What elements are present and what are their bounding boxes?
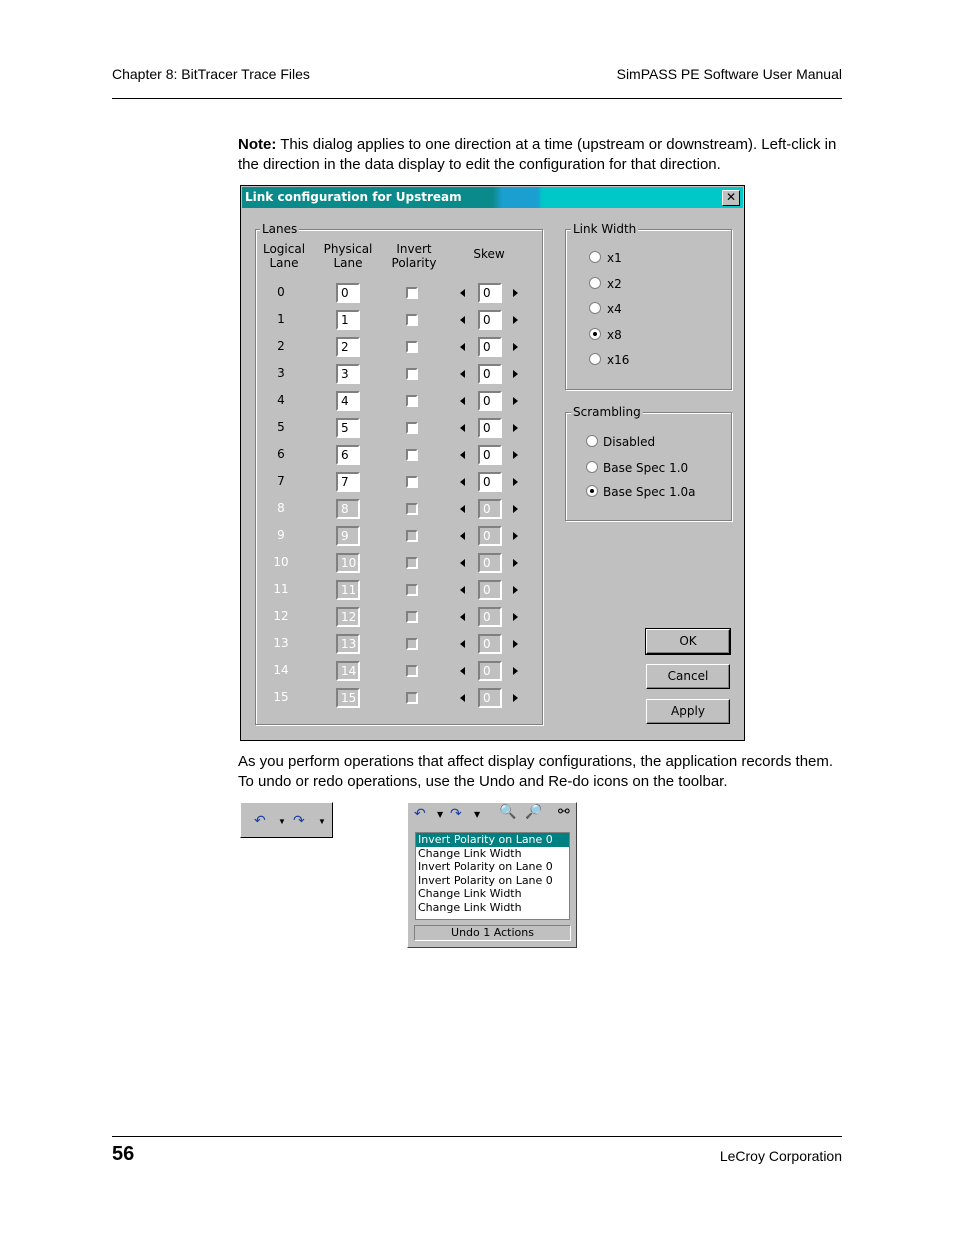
invert-polarity-checkbox[interactable] (406, 476, 418, 488)
undo-dropdown-icon[interactable]: ▼ (278, 817, 286, 826)
physical-lane-input[interactable]: 4 (336, 391, 360, 411)
col-physical-lane (320, 242, 376, 270)
scrambling-label: Disabled (603, 435, 656, 449)
note-paragraph (238, 135, 848, 174)
logical-lane-number: 7 (277, 474, 285, 488)
undo-icon[interactable]: ↶ (254, 812, 266, 828)
undo-paragraph: As you perform operations that affect display configurations, the application records them. To undo or redo operations, use the Undo and Re-do icons on the toolbar. (238, 753, 834, 790)
skew-increase-icon[interactable] (513, 478, 518, 486)
skew-increase-icon[interactable] (513, 289, 518, 297)
physical-lane-input[interactable]: 6 (336, 445, 360, 465)
skew-input[interactable]: 0 (478, 445, 502, 465)
invert-polarity-checkbox[interactable] (406, 638, 418, 650)
logical-lane-number: 2 (277, 339, 285, 353)
invert-polarity-checkbox[interactable] (406, 665, 418, 677)
page-number: 56 (112, 1143, 135, 1165)
skew-decrease-icon[interactable] (460, 370, 465, 378)
apply-button[interactable]: Apply (646, 699, 730, 724)
undo-list[interactable] (415, 832, 570, 920)
skew-decrease-icon[interactable] (460, 451, 465, 459)
col-invert-polarity (386, 242, 442, 270)
footer-rule (112, 1136, 842, 1137)
link-width-label: x16 (607, 353, 630, 367)
link-width-label: x2 (607, 276, 622, 291)
physical-lane-input[interactable]: 7 (336, 472, 360, 492)
invert-polarity-checkbox[interactable] (406, 530, 418, 542)
redo-icon[interactable]: ↷ (293, 812, 305, 828)
logical-lane-number: 13 (273, 636, 289, 650)
note-text: This dialog applies to one direction at a time (upstream or downstream). Left-click in the direction in the data display to edit the configuration for that direction. (238, 136, 837, 173)
close-button[interactable]: ✕ (722, 190, 740, 206)
skew-increase-icon[interactable] (513, 532, 518, 540)
skew-decrease-icon[interactable] (460, 316, 465, 324)
undo-dropdown-panel (407, 802, 577, 948)
skew-increase-icon[interactable] (513, 397, 518, 405)
link-width-radio-x1[interactable] (589, 251, 601, 263)
link-width-radio-x2[interactable] (589, 277, 601, 289)
skew-input[interactable]: 0 (478, 310, 502, 330)
physical-lane-input[interactable]: 1 (336, 310, 360, 330)
logical-lane-number: 10 (273, 555, 289, 569)
invert-polarity-checkbox[interactable] (406, 422, 418, 434)
redo-icon[interactable]: ↷ (450, 806, 462, 822)
col-logical-lane (258, 242, 310, 270)
skew-increase-icon[interactable] (513, 640, 518, 648)
chapter-header: Chapter 8: BitTracer Trace Files (112, 66, 310, 82)
link-config-dialog (240, 185, 745, 741)
dialog-titlebar[interactable] (242, 187, 743, 208)
footer-company: LeCroy Corporation (719, 1148, 842, 1164)
skew-increase-icon[interactable] (513, 505, 518, 513)
skew-input[interactable]: 0 (478, 364, 502, 384)
note-label: Note: (238, 136, 277, 153)
physical-lane-input[interactable]: 9 (336, 526, 360, 546)
dialog-title: Link configuration for Upstream (245, 190, 462, 204)
physical-lane-input[interactable]: 13 (336, 634, 360, 654)
col-physical-line1: Physical (323, 242, 373, 256)
invert-polarity-checkbox[interactable] (406, 449, 418, 461)
skew-input[interactable]: 0 (478, 283, 502, 303)
skew-decrease-icon[interactable] (460, 586, 465, 594)
cancel-button[interactable]: Cancel (646, 664, 730, 689)
link-width-radio-x4[interactable] (589, 302, 601, 314)
skew-decrease-icon[interactable] (460, 505, 465, 513)
skew-input[interactable]: 0 (478, 472, 502, 492)
zoom-in-icon[interactable]: 🔍 (499, 804, 517, 820)
skew-decrease-icon[interactable] (460, 289, 465, 297)
skew-increase-icon[interactable] (513, 451, 518, 459)
physical-lane-input[interactable]: 10 (336, 553, 360, 573)
col-invert-line2: Polarity (391, 256, 437, 270)
physical-lane-input[interactable]: 3 (336, 364, 360, 384)
logical-lane-number: 15 (273, 690, 289, 704)
physical-lane-input[interactable]: 2 (336, 337, 360, 357)
skew-decrease-icon[interactable] (460, 343, 465, 351)
invert-polarity-checkbox[interactable] (406, 584, 418, 596)
skew-decrease-icon[interactable] (460, 613, 465, 621)
skew-input[interactable]: 0 (478, 634, 502, 654)
invert-polarity-checkbox[interactable] (406, 503, 418, 515)
physical-lane-input[interactable]: 11 (336, 580, 360, 600)
col-logical-line2: Lane (269, 256, 299, 270)
zoom-out-icon[interactable]: 🔎 (525, 804, 543, 820)
undo-redo-toolbar (240, 802, 333, 838)
logical-lane-number: 4 (277, 393, 285, 407)
undo-status: Undo 1 Actions (414, 925, 571, 941)
logical-lane-number: 0 (277, 285, 285, 299)
skew-increase-icon[interactable] (513, 370, 518, 378)
col-invert-line1: Invert (396, 242, 432, 256)
skew-decrease-icon[interactable] (460, 559, 465, 567)
skew-decrease-icon[interactable] (460, 694, 465, 702)
col-physical-line2: Lane (333, 256, 363, 270)
physical-lane-input[interactable]: 15 (336, 688, 360, 708)
physical-lane-input[interactable]: 12 (336, 607, 360, 627)
scrambling-label: Base Spec 1.0 (603, 461, 689, 475)
skew-input[interactable]: 0 (478, 418, 502, 438)
undo-list-item[interactable]: Change Link Width (418, 900, 522, 914)
skew-input[interactable]: 0 (478, 526, 502, 546)
skew-decrease-icon[interactable] (460, 397, 465, 405)
lanes-group-label: Lanes (262, 222, 298, 236)
invert-polarity-checkbox[interactable] (406, 395, 418, 407)
skew-input[interactable]: 0 (478, 337, 502, 357)
col-logical-line1: Logical (262, 242, 306, 256)
skew-decrease-icon[interactable] (460, 667, 465, 675)
skew-decrease-icon[interactable] (460, 532, 465, 540)
undo-dropdown-icon[interactable]: ▼ (437, 810, 444, 819)
skew-decrease-icon[interactable] (460, 478, 465, 486)
skew-increase-icon[interactable] (513, 694, 518, 702)
scrambling-radio[interactable] (586, 435, 598, 447)
scrambling-radio[interactable] (586, 461, 598, 473)
skew-input[interactable]: 0 (478, 553, 502, 573)
logical-lane-number: 11 (273, 582, 289, 596)
invert-polarity-checkbox[interactable] (406, 341, 418, 353)
logical-lane-number: 3 (277, 366, 285, 380)
invert-polarity-checkbox[interactable] (406, 287, 418, 299)
skew-increase-icon[interactable] (513, 559, 518, 567)
skew-increase-icon[interactable] (513, 667, 518, 675)
undo-list-item[interactable]: Invert Polarity on Lane 0 (418, 860, 553, 873)
undo-list-item[interactable]: Invert Polarity on Lane 0 (416, 833, 569, 847)
col-skew: Skew (473, 247, 505, 261)
invert-polarity-checkbox[interactable] (406, 611, 418, 623)
skew-decrease-icon[interactable] (460, 424, 465, 432)
logical-lane-number: 8 (277, 501, 285, 515)
link-width-label: x4 (607, 302, 622, 316)
invert-polarity-checkbox[interactable] (406, 314, 418, 326)
physical-lane-input[interactable]: 14 (336, 661, 360, 681)
link-width-radio-x8[interactable] (589, 328, 601, 340)
undo-icon[interactable]: ↶ (414, 806, 426, 822)
link-width-group-label: Link Width (573, 222, 637, 236)
redo-dropdown-icon[interactable]: ▼ (318, 817, 326, 826)
logical-lane-number: 12 (273, 609, 289, 623)
manual-title-header: SimPASS PE Software User Manual (616, 66, 842, 82)
undo-list-item[interactable]: Change Link Width (418, 887, 522, 900)
skew-decrease-icon[interactable] (460, 640, 465, 648)
logical-lane-number: 9 (277, 528, 285, 542)
scrambling-label: Base Spec 1.0a (603, 485, 696, 499)
logical-lane-number: 14 (273, 663, 289, 677)
physical-lane-input[interactable]: 0 (336, 283, 360, 303)
skew-input[interactable]: 0 (478, 607, 502, 627)
header-rule (112, 98, 842, 99)
undo-list-item[interactable]: Change Link Width (418, 846, 522, 860)
skew-input[interactable]: 0 (478, 580, 502, 600)
binoculars-icon[interactable]: ⚯ (558, 804, 570, 820)
skew-input[interactable]: 0 (478, 499, 502, 519)
logical-lane-number: 1 (277, 312, 285, 326)
physical-lane-input[interactable]: 5 (336, 418, 360, 438)
scrambling-group-label: Scrambling (573, 405, 641, 419)
skew-input[interactable]: 0 (478, 688, 502, 708)
invert-polarity-checkbox[interactable] (406, 368, 418, 380)
link-width-radio-x16[interactable] (589, 353, 601, 365)
redo-dropdown-icon[interactable]: ▼ (474, 810, 481, 819)
invert-polarity-checkbox[interactable] (406, 692, 418, 704)
scrambling-radio[interactable] (586, 485, 598, 497)
undo-list-item[interactable]: Invert Polarity on Lane 0 (418, 873, 553, 887)
skew-increase-icon[interactable] (513, 343, 518, 351)
skew-increase-icon[interactable] (513, 424, 518, 432)
link-width-label: x8 (607, 327, 622, 342)
skew-increase-icon[interactable] (513, 613, 518, 621)
invert-polarity-checkbox[interactable] (406, 557, 418, 569)
skew-input[interactable]: 0 (478, 391, 502, 411)
logical-lane-number: 5 (277, 420, 285, 434)
logical-lane-number: 6 (277, 447, 285, 461)
ok-button[interactable]: OK (646, 629, 730, 654)
skew-input[interactable]: 0 (478, 661, 502, 681)
link-width-label: x1 (607, 251, 622, 265)
skew-increase-icon[interactable] (513, 586, 518, 594)
physical-lane-input[interactable]: 8 (336, 499, 360, 519)
skew-increase-icon[interactable] (513, 316, 518, 324)
